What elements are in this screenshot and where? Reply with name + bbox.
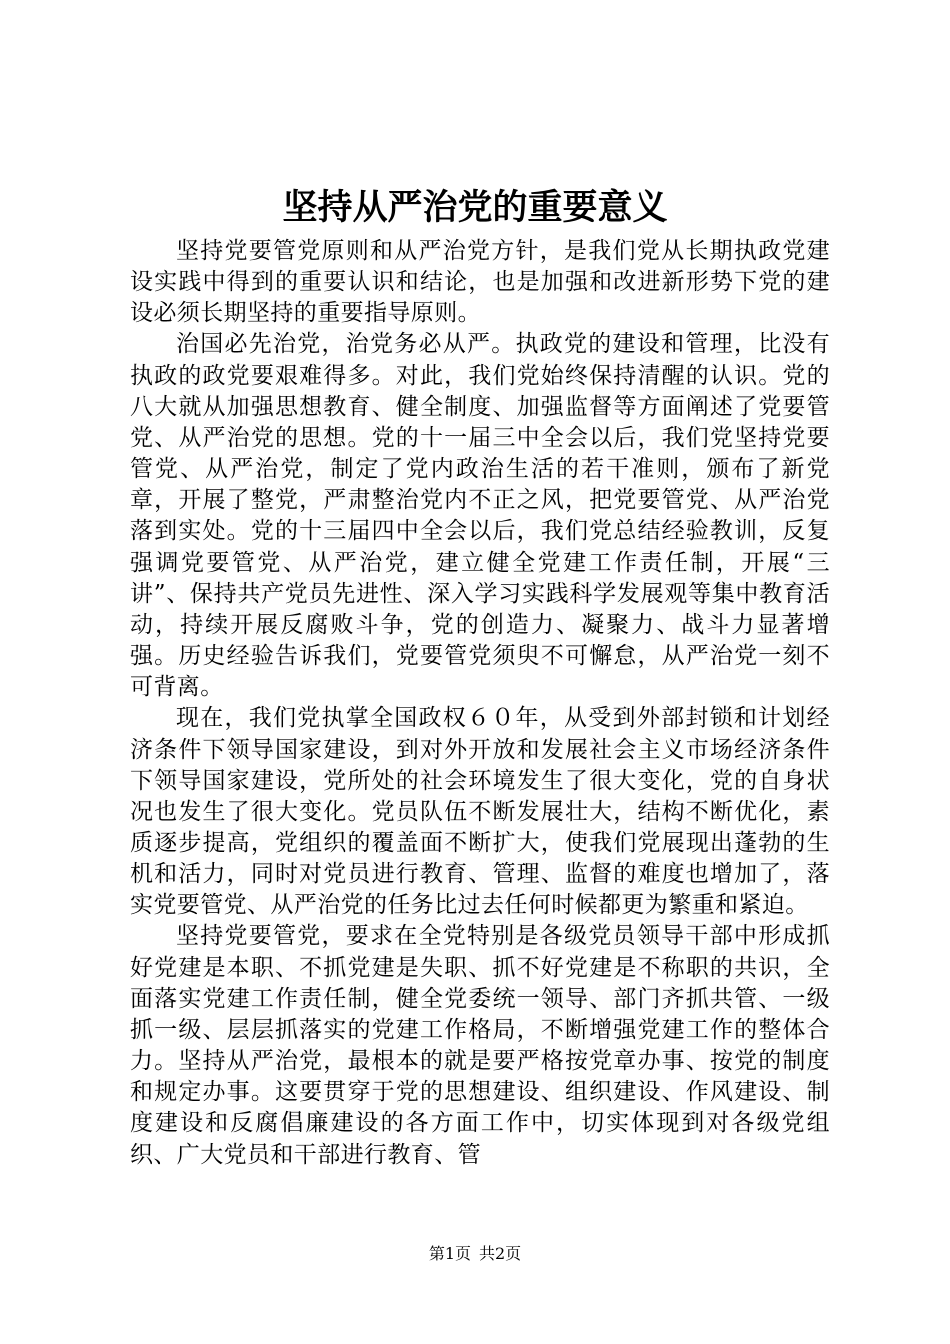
page-number: 第1页 xyxy=(428,1244,471,1263)
document-title: 坚持从严治党的重要意义 xyxy=(282,187,668,228)
paragraph: 坚持党要管党，要求在全党特别是各级党员领导干部中形成抓好党建是本职、不抓党建是失职、抓不好党建是不称职的共识，全面落实党建工作责任制，健全党委统一领导、部门齐抓共管、一级抓一级、层层抓落实的党建工作格局，不断增强党建工作的整体合力。坚持从严治党，最根本的就是要严格按党章办事、按党的制度和规定办事。这要贯穿于党的思想建设、组织建设、作风建设、制度建设和反腐倡廉建设的各方面工作中，切实体现到对各级党组织、广大党员和干部进行教育、管 xyxy=(130,923,830,1168)
page-count: 共2页 xyxy=(479,1244,522,1263)
document-body xyxy=(130,236,830,1171)
paragraph: 现在，我们党执掌全国政权６０年，从受到外部封锁和计划经济条件下领导国家建设，到对外开放和发展社会主义市场经济条件下领导国家建设，党所处的社会环境发生了很大变化，党的自身状况也发生了很大变化。党员队伍不断发展壮大，结构不断优化，素质逐步提高，党组织的覆盖面不断扩大，使我们党展现出蓬勃的生机和活力，同时对党员进行教育、管理、监督的难度也增加了，落实党要管党、从严治党的任务比过去任何时候都更为繁重和紧迫。 xyxy=(130,705,830,919)
paragraph: 坚持党要管党原则和从严治党方针，是我们党从长期执政党建设实践中得到的重要认识和结论，也是加强和改进新形势下党的建设必须长期坚持的重要指导原则。 xyxy=(130,238,830,327)
paragraph: 治国必先治党，治党务必从严。执政党的建设和管理，比没有执政的政党要艰难得多。对此，我们党始终保持清醒的认识。党的八大就从加强思想教育、健全制度、加强监督等方面阐述了党要管党、从严治党的思想。党的十一届三中全会以后，我们党坚持党要管党、从严治党，制定了党内政治生活的若干准则，颁布了新党章，开展了整党，严肃整治党内不正之风，把党要管党、从严治党落到实处。党的十三届四中全会以后，我们党总结经验教训，反复强调党要管党、从严治党，建立健全党建工作责任制，开展“三讲”、保持共产党员先进性、深入学习实践科学发展观等集中教育活动，持续开展反腐败斗争，党的创造力、凝聚力、战斗力显著增强。历史经验告诉我们，党要管党须臾不可懈怠，从严治党一刻不可背离。 xyxy=(130,331,830,701)
page-footer xyxy=(0,1243,950,1265)
